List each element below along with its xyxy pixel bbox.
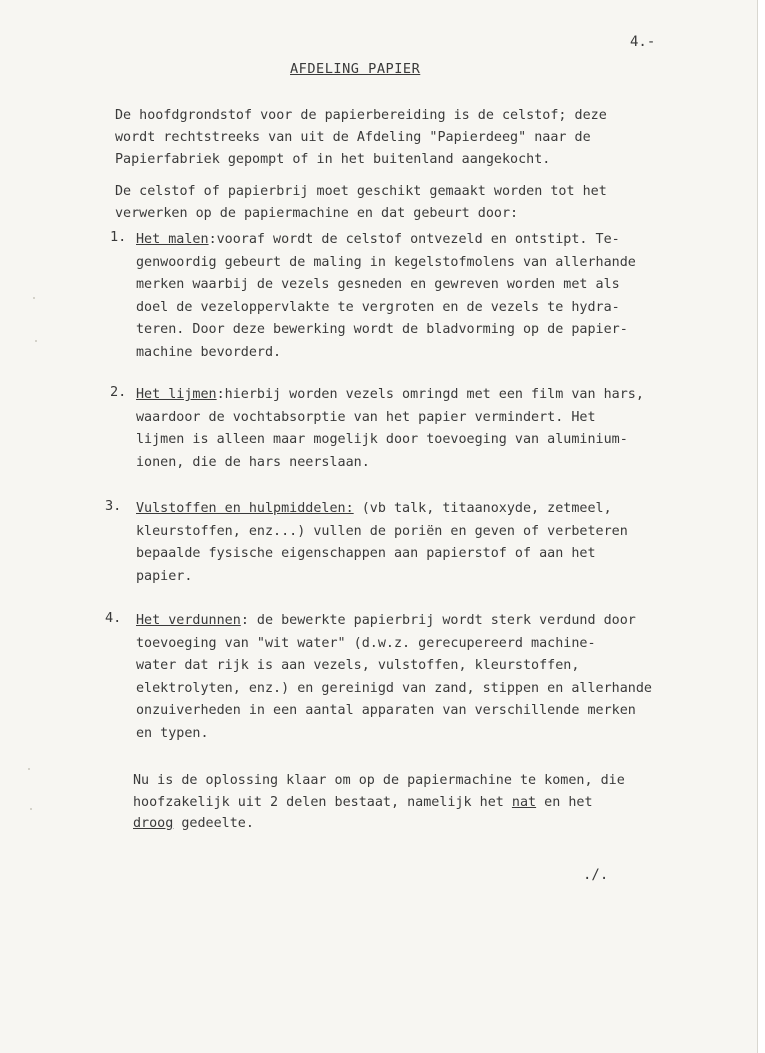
intro2-paragraph [115, 181, 607, 225]
item-line: doel de vezeloppervlakte te vergroten en de vezels te hydra- [136, 299, 620, 315]
list-item-malen [136, 229, 636, 365]
page-number: 4.- [630, 34, 656, 50]
intro-paragraph [115, 105, 607, 172]
section-title: AFDELING PAPIER [290, 61, 421, 77]
paper-speck [28, 768, 30, 770]
intro-line: wordt rechtstreeks van uit de Afdeling "Papierdeeg" naar de [115, 130, 591, 146]
item-heading: Vulstoffen en hulpmiddelen: [136, 501, 354, 516]
list-item-lijmen [136, 384, 644, 474]
closing-paragraph [133, 770, 625, 835]
item-line: en typen. [136, 725, 209, 741]
intro-line: Papierfabriek gepompt of in het buitenland aangekocht. [115, 152, 551, 168]
item-line: papier. [136, 568, 193, 584]
item-line: lijmen is alleen maar mogelijk door toevoeging van aluminium- [136, 432, 628, 448]
item-number: 4. [105, 610, 122, 626]
item-text: (vb talk, titaanoxyde, zetmeel, [353, 501, 612, 516]
item-line: onzuiverheden in een aantal apparaten van verschillende merken [136, 703, 636, 719]
droog-word: droog [133, 816, 174, 831]
item-text: : de bewerkte papierbrij wordt sterk verdund door [240, 613, 636, 628]
list-item-vulstoffen [136, 498, 628, 588]
item-line: merken waarbij de vezels gesneden en gewreven worden met als [136, 277, 620, 293]
paper-speck [33, 297, 35, 299]
item-heading: Het malen [136, 232, 209, 247]
intro2-line: verwerken op de papiermachine en dat gebeurt door: [115, 206, 519, 222]
item-line: elektrolyten, enz.) en gereinigd van zand, stippen en allerhande [136, 680, 652, 696]
closing-line: en het [536, 794, 593, 810]
item-line: water dat rijk is aan vezels, vulstoffen, kleurstoffen, [136, 658, 580, 674]
intro-line: De hoofdgrondstof voor de papierbereiding is de celstof; deze [115, 108, 607, 123]
item-line: toevoeging van "wit water" (d.w.z. gerecupereerd machine- [136, 635, 596, 651]
item-line: bepaalde fysische eigenschappen aan papierstof of aan het [136, 546, 596, 562]
item-line: teren. Door deze bewerking wordt de bladvorming op de papier- [136, 322, 628, 338]
closing-line: Nu is de oplossing klaar om op de papiermachine te komen, die [133, 773, 625, 788]
item-line: machine bevorderd. [136, 344, 282, 360]
item-line: waardoor de vochtabsorptie van het papier vermindert. Het [136, 409, 596, 425]
item-text: :vooraf wordt de celstof ontvezeld en ontstipt. Te- [208, 232, 620, 247]
intro2-line: De celstof of papierbrij moet geschikt gemaakt worden tot het [115, 184, 607, 199]
item-number: 1. [110, 229, 127, 245]
closing-line: gedeelte. [173, 816, 254, 831]
nat-word: nat [511, 794, 537, 810]
list-item-verdunnen [136, 610, 652, 746]
continued-mark: ./. [583, 867, 609, 883]
item-heading: Het lijmen [136, 387, 217, 402]
item-line: genwoordig gebeurt de maling in kegelstofmolens van allerhande [136, 254, 636, 270]
item-line: ionen, die de hars neerslaan. [136, 454, 370, 470]
paper-speck [35, 340, 37, 342]
item-number: 3. [105, 498, 122, 514]
item-text: :hierbij worden vezels omringd met een film van hars, [216, 387, 644, 402]
item-heading: Het verdunnen [136, 613, 241, 628]
item-number: 2. [110, 384, 127, 400]
item-line: kleurstoffen, enz...) vullen de poriën en geven of verbeteren [136, 523, 628, 539]
paper-speck [30, 808, 32, 810]
closing-line: hoofzakelijk uit 2 delen bestaat, namelijk het [133, 794, 512, 810]
